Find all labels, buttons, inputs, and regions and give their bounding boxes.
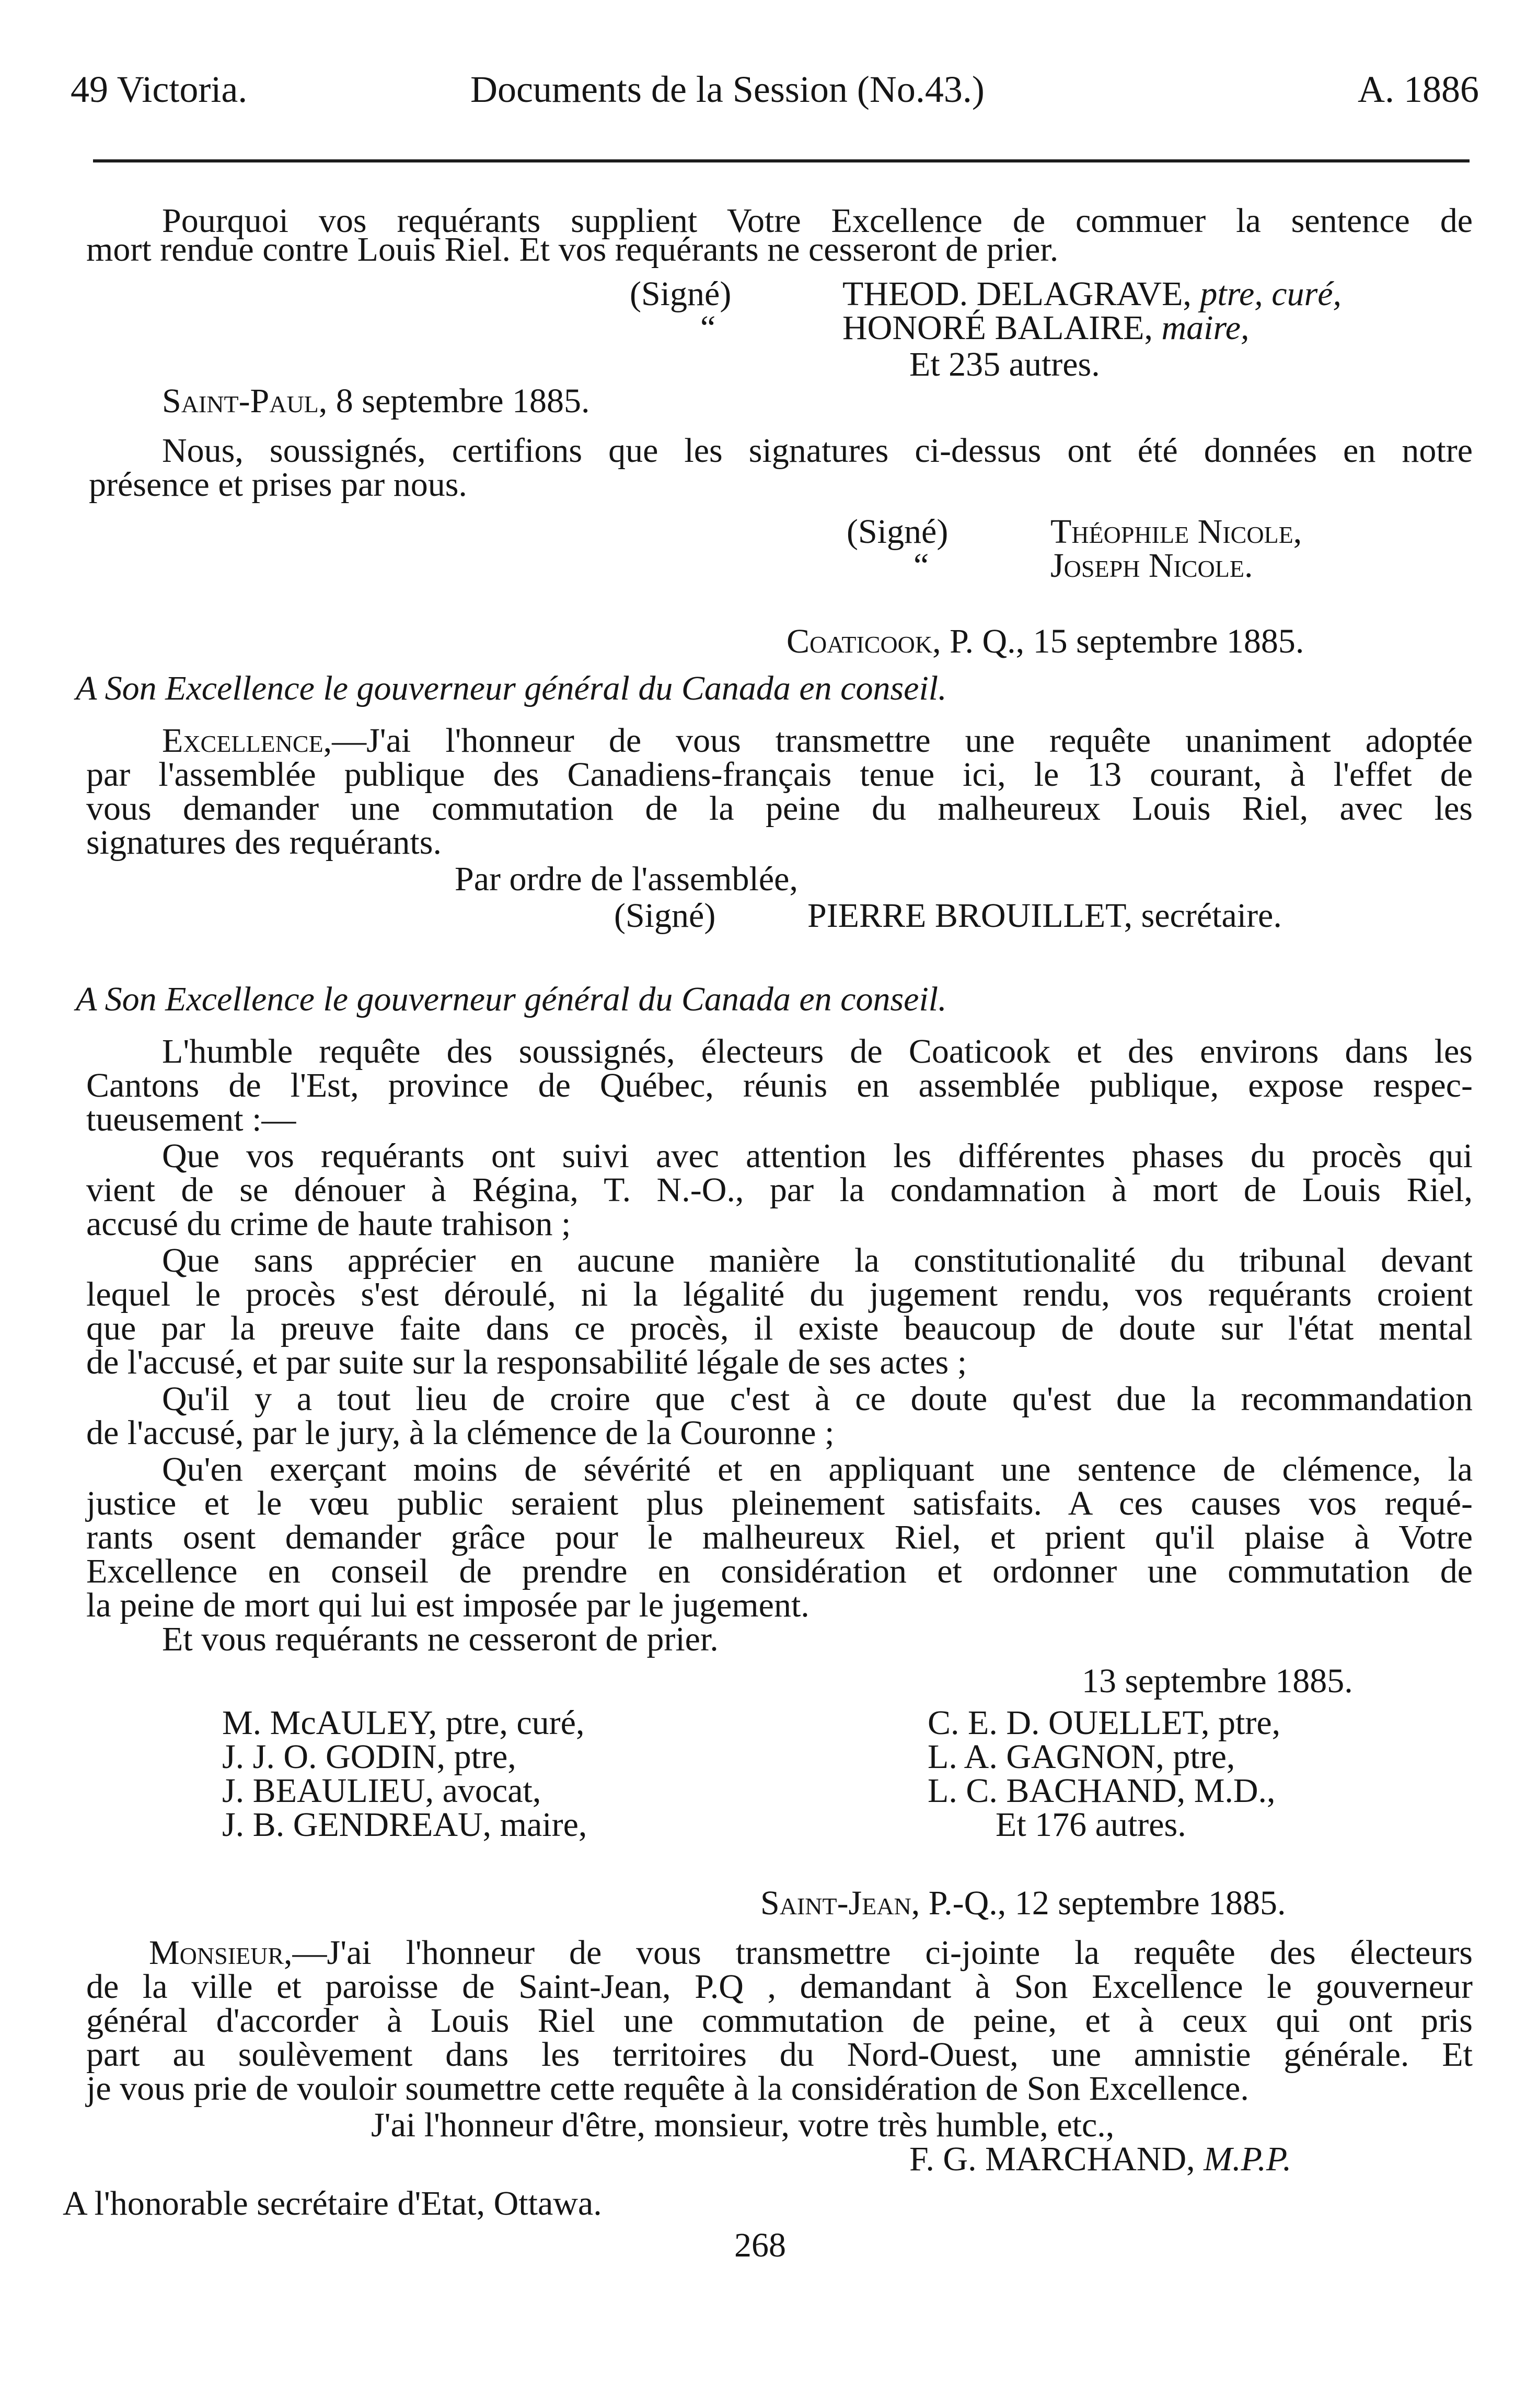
- petition2-line-18: Et vous requérants ne cesseront de prier.: [162, 1620, 719, 1658]
- attest-signe: (Signé): [847, 513, 949, 551]
- petition2-line-12: de l'accusé, par le jury, à la clémence de la Couronne ;: [86, 1414, 835, 1452]
- petition1-line-1: Pourquoi vos requérants supplient Votre Excellence de commuer la sentence de: [162, 202, 1473, 240]
- petition2-left-signature: J. BEAULIEU, avocat,: [222, 1772, 541, 1810]
- letter2-recipient: A l'honorable secrétaire d'Etat, Ottawa.: [63, 2184, 602, 2223]
- letter2-place-date: Saint-Jean, P.-Q., 12 septembre 1885.: [760, 1884, 1286, 1922]
- petition1-signature-2: HONORÉ BALAIRE, maire,: [842, 309, 1250, 347]
- letter2-closing: J'ai l'honneur d'être, monsieur, votre très humble, etc.,: [371, 2106, 1115, 2144]
- petition2-line-2: Cantons de l'Est, province de Québec, réunis en assemblée publique, expose respec-: [86, 1066, 1473, 1104]
- petition2-line-9: que par la preuve faite dans ce procès, il existe beaucoup de doute sur l'état mental: [86, 1309, 1473, 1347]
- petition2-right-signature: L. A. GAGNON, ptre,: [928, 1738, 1235, 1776]
- petition2-line-6: accusé du crime de haute trahison ;: [86, 1205, 571, 1243]
- petition2-address: A Son Excellence le gouverneur général du Canada en conseil.: [76, 980, 947, 1018]
- letter2-line-2: de la ville et paroisse de Saint-Jean, P.Q , demandant à Son Excellence le gouverneur: [86, 1968, 1473, 2006]
- header-rule: [93, 159, 1470, 162]
- letter1-line-4: signatures des requérants.: [86, 823, 442, 862]
- petition2-line-11: Qu'il y a tout lieu de croire que c'est à ce doute qu'est due la recommandation: [162, 1380, 1473, 1418]
- petition2-line-7: Que sans apprécier en aucune manière la constitutionalité du tribunal devant: [162, 1241, 1473, 1279]
- petition2-date: 13 septembre 1885.: [1082, 1662, 1353, 1700]
- petition2-line-8: lequel le procès s'est déroulé, ni la légalité du jugement rendu, vos requérants croient: [86, 1275, 1473, 1313]
- letter1-signe: (Signé): [614, 897, 716, 935]
- attest-line-1: Nous, soussignés, certifions que les signatures ci-dessus ont été données en notre: [162, 432, 1473, 470]
- petition2-line-4: Que vos requérants ont suivi avec attention les différentes phases du procès qui: [162, 1137, 1473, 1175]
- petition2-right-signature: C. E. D. OUELLET, ptre,: [928, 1704, 1281, 1742]
- attest-signature-2: Joseph Nicole.: [1050, 546, 1253, 585]
- letter2-signature: F. G. MARCHAND, M.P.P.: [909, 2140, 1292, 2178]
- letter2-line-5: je vous prie de vouloir soumettre cette requête à la considération de Son Excellence.: [86, 2069, 1249, 2108]
- petition1-line-2: mort rendue contre Louis Riel. Et vos requérants ne cesseront de prier.: [86, 230, 1059, 269]
- letter2-line-3: général d'accorder à Louis Riel une commutation de peine, et à ceux qui ont pris: [86, 2002, 1473, 2040]
- attest-line-2: présence et prises par nous.: [89, 466, 467, 504]
- petition2-line-3: tueusement :—: [86, 1100, 296, 1138]
- letter1-line-1: Excellence,—J'ai l'honneur de vous transmettre une requête unaniment adoptée: [162, 722, 1473, 760]
- petition2-line-5: vient de se dénouer à Régina, T. N.-O., par la condamnation à mort de Louis Riel,: [86, 1171, 1473, 1209]
- petition2-line-13: Qu'en exerçant moins de sévérité et en appliquant une sentence de clémence, la: [162, 1450, 1473, 1488]
- page-number: 268: [734, 2226, 786, 2264]
- attest-place-date: Saint-Paul, 8 septembre 1885.: [162, 382, 590, 420]
- letter1-place-date: Coaticook, P. Q., 15 septembre 1885.: [787, 622, 1304, 660]
- petition1-signature-1: THEOD. DELAGRAVE, ptre, curé,: [842, 275, 1342, 313]
- letter1-line-2: par l'assemblée publique des Canadiens-français tenue ici, le 13 courant, à l'effet de: [86, 755, 1473, 794]
- attest-ditto-mark: “: [913, 546, 929, 585]
- petition2-line-1: L'humble requête des soussignés, électeurs de Coaticook et des environs dans les: [162, 1032, 1473, 1071]
- letter2-line-4: part au soulèvement dans les territoires du Nord-Ouest, une amnistie générale. Et: [86, 2035, 1473, 2074]
- petition2-others: Et 176 autres.: [996, 1806, 1186, 1844]
- petition2-line-15: rants osent demander grâce pour le malheureux Riel, et prient qu'il plaise à Votre: [86, 1518, 1473, 1556]
- header-page-ref: A. 1886: [1358, 68, 1479, 110]
- petition1-signe: (Signé): [630, 275, 732, 313]
- letter1-line-3: vous demander une commutation de la peine du malheureux Louis Riel, avec les: [86, 789, 1473, 828]
- petition2-left-signature: J. B. GENDREAU, maire,: [222, 1806, 587, 1844]
- letter1-order: Par ordre de l'assemblée,: [455, 860, 798, 898]
- petition1-others: Et 235 autres.: [909, 345, 1100, 383]
- petition2-right-signature: L. C. BACHAND, M.D.,: [928, 1772, 1276, 1810]
- attest-signature-1: Théophile Nicole,: [1050, 513, 1302, 551]
- header-title: Documents de la Session (No.43.): [470, 68, 985, 110]
- petition2-line-14: justice et le vœu public seraient plus pleinement satisfaits. A ces causes vos requé-: [86, 1484, 1473, 1522]
- petition2-left-signature: J. J. O. GODIN, ptre,: [222, 1738, 516, 1776]
- petition2-left-signature: M. McAULEY, ptre, curé,: [222, 1704, 585, 1742]
- letter2-line-1: Monsieur,—J'ai l'honneur de vous transmettre ci-jointe la requête des électeurs: [149, 1934, 1473, 1972]
- letter1-signature: PIERRE BROUILLET, secrétaire.: [807, 897, 1282, 935]
- petition2-line-17: la peine de mort qui lui est imposée par le jugement.: [86, 1586, 810, 1624]
- petition2-line-16: Excellence en conseil de prendre en considération et ordonner une commutation de: [86, 1552, 1473, 1590]
- header-session-year: 49 Victoria.: [71, 68, 248, 110]
- petition2-line-10: de l'accusé, et par suite sur la responsabilité légale de ses actes ;: [86, 1343, 967, 1381]
- letter1-address: A Son Excellence le gouverneur général du Canada en conseil.: [76, 669, 947, 707]
- petition1-ditto-mark: “: [700, 309, 716, 347]
